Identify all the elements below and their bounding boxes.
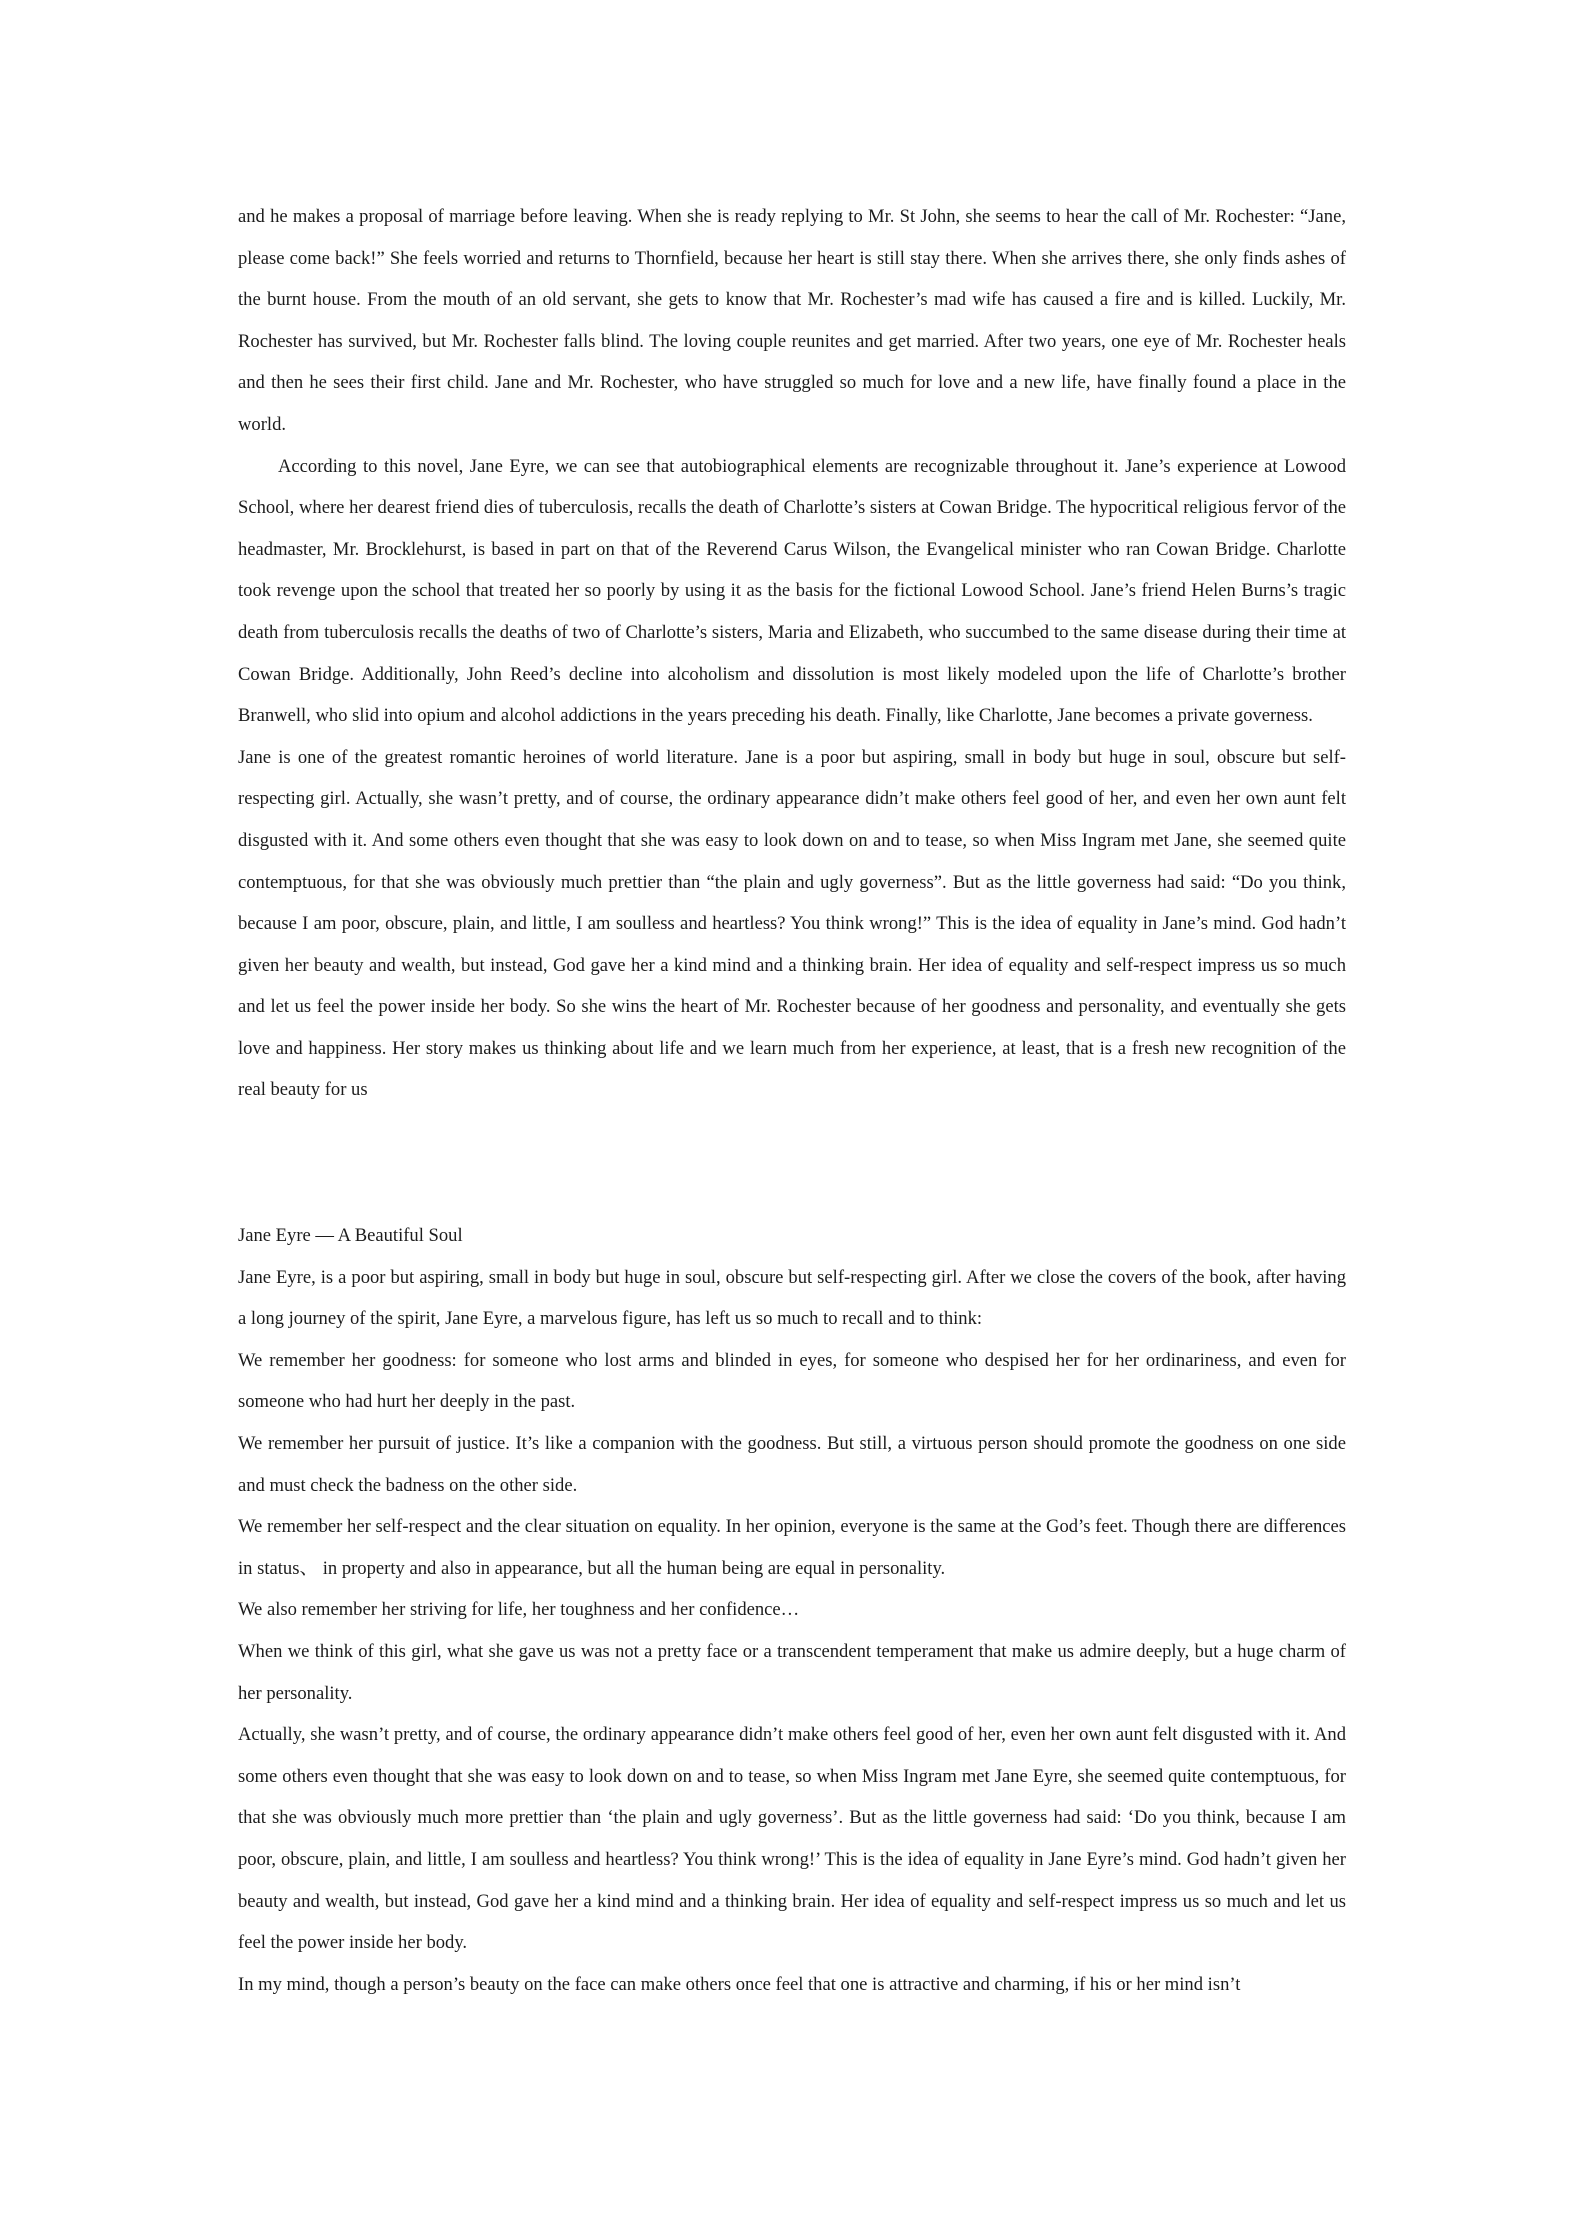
essay-two-paragraph-8: In my mind, though a person’s beauty on the face can make others once feel that one is attractive and charming, if his or her mind isn’t: [238, 1973, 1241, 1995]
essay-two-paragraph-6: When we think of this girl, what she gave us was not a pretty face or a transcendent temperament that make us admire deeply, but a huge charm of her personality.: [238, 1641, 1346, 1704]
essay-two-title: Jane Eyre — A Beautiful Soul: [238, 1225, 463, 1247]
essay-two-paragraph-2: We remember her goodness: for someone who lost arms and blinded in eyes, for someone who despised her for her ordinariness, and even for someone who had hurt her deeply in the past.: [238, 1349, 1346, 1413]
essay-one-paragraph-3: Jane is one of the greatest romantic heroines of world literature. Jane is a poor but aspiring, small in body but huge in soul, obscure but self-respecting girl. Actually, she wasn’t pretty, and of course, the ordinary appearance didn’t make others feel good of her, and even her own aunt felt disgusted with it. And some others even thought that she was easy to look down on and to tease, so when Miss Ingram met Jane, she seemed quite contemptuous, for that she was obviously much prettier than “the plain and ugly governess”. But as the little governess had said: “Do you think, because I am poor, obscure, plain, and little, I am soulless and heartless? You think wrong!” This is the idea of equality in Jane’s mind. God hadn’t given her beauty and wealth, but instead, God gave her a kind mind and a thinking brain. Her idea of equality and self-respect impress us so much and let us feel the power inside her body. So she wins the heart of Mr. Rochester because of her goodness and personality, and eventually she gets love and happiness. Her story makes us thinking about life and we learn much from her experience, at least, that is a fresh new recognition of the real beauty for us: [238, 746, 1346, 1101]
essay-two: [238, 1215, 1346, 2005]
essay-two-paragraph-4: We remember her self-respect and the clear situation on equality. In her opinion, everyone is the same at the God’s feet. Though there are differences in status、 in property and also in appearance, but all the human being are equal in personality.: [238, 1516, 1346, 1579]
essay-two-paragraph-5: We also remember her striving for life, her toughness and her confidence…: [238, 1599, 800, 1621]
essay-two-paragraph-3: We remember her pursuit of justice. It’s like a companion with the goodness. But still, a virtuous person should promote the goodness on one side and must check the badness on the other side.: [238, 1433, 1346, 1496]
essay-two-paragraph-7: Actually, she wasn’t pretty, and of course, the ordinary appearance didn’t make others feel good of her, even her own aunt felt disgusted with it. And some others even thought that she was easy to look down on and to tease, so when Miss Ingram met Jane Eyre, she seemed quite contemptuous, for that she was obviously much more prettier than ‘the plain and ugly governess’. But as the little governess had said: ‘Do you think, because I am poor, obscure, plain, and little, I am soulless and heartless? You think wrong!’ This is the idea of equality in Jane Eyre’s mind. God hadn’t given her beauty and wealth, but instead, God gave her a kind mind and a thinking brain. Her idea of equality and self-respect impress us so much and let us feel the power inside her body.: [238, 1724, 1346, 1954]
essay-one-paragraph-1: and he makes a proposal of marriage before leaving. When she is ready replying to Mr. St John, she seems to hear the call of Mr. Rochester: “Jane, please come back!” She feels worried and returns to Thornfield, because her heart is still stay there. When she arrives there, she only finds ashes of the burnt house. From the mouth of an old servant, she gets to know that Mr. Rochester’s mad wife has caused a fire and is killed. Luckily, Mr. Rochester has survived, but Mr. Rochester falls blind. The loving couple reunites and get married. After two years, one eye of Mr. Rochester heals and then he sees their first child. Jane and Mr. Rochester, who have struggled so much for love and a new life, have finally found a place in the world.: [238, 206, 1346, 435]
document-page: [238, 196, 1346, 2005]
essay-one: [238, 196, 1346, 1111]
section-spacer: [238, 1111, 1346, 1215]
essay-one-paragraph-2: According to this novel, Jane Eyre, we can see that autobiographical elements are recognizable throughout it. Jane’s experience at Lowood School, where her dearest friend dies of tuberculosis, recalls the death of Charlotte’s sisters at Cowan Bridge. The hypocritical religious fervor of the headmaster, Mr. Brocklehurst, is based in part on that of the Reverend Carus Wilson, the Evangelical minister who ran Cowan Bridge. Charlotte took revenge upon the school that treated her so poorly by using it as the basis for the fictional Lowood School. Jane’s friend Helen Burns’s tragic death from tuberculosis recalls the deaths of two of Charlotte’s sisters, Maria and Elizabeth, who succumbed to the same disease during their time at Cowan Bridge. Additionally, John Reed’s decline into alcoholism and dissolution is most likely modeled upon the life of Charlotte’s brother Branwell, who slid into opium and alcohol addictions in the years preceding his death. Finally, like Charlotte, Jane becomes a private governess.: [238, 455, 1346, 727]
essay-two-paragraph-1: Jane Eyre, is a poor but aspiring, small in body but huge in soul, obscure but self-respecting girl. After we close the covers of the book, after having a long journey of the spirit, Jane Eyre, a marvelous figure, has left us so much to recall and to think:: [238, 1266, 1346, 1330]
